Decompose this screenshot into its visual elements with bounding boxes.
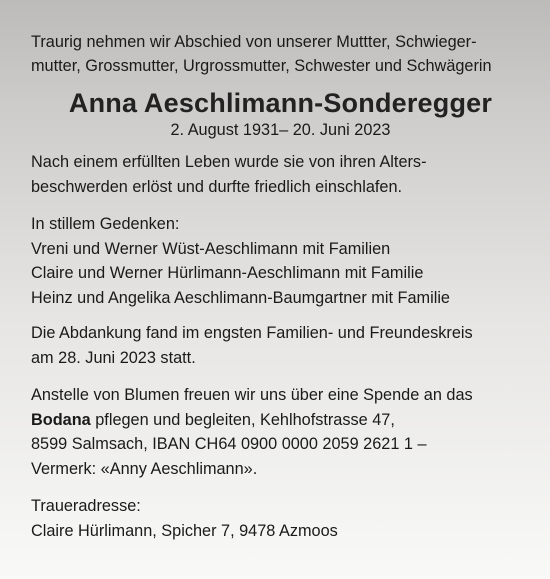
intro-text	[31, 30, 530, 78]
life-dates: 2. August 1931– 20. Juni 2023	[170, 121, 391, 139]
intro-line: Traurig nehmen wir Abschied von unserer Muttter, Schwieger-	[31, 33, 477, 51]
donation-organisation: Bodana	[31, 410, 91, 429]
address-label: Traueradresse:	[31, 497, 141, 515]
memory-heading: In stillem Gedenken:	[31, 215, 180, 233]
deceased-name: Anna Aeschlimann-Sonderegger	[68, 88, 493, 118]
mourner-line: Claire und Werner Hürlimann-Aeschlimann mit Familie	[31, 264, 424, 282]
ceremony-text	[31, 321, 530, 370]
mourning-address	[31, 494, 530, 543]
donation-line	[31, 408, 530, 433]
donation-reference-line: Vermerk: «Anny Aeschlimann».	[31, 459, 258, 478]
mourner-line: Vreni und Werner Wüst-Aeschlimann mit Familien	[31, 239, 391, 258]
farewell-text	[31, 150, 530, 199]
ceremony-line: am 28. Juni 2023 statt.	[31, 348, 196, 367]
intro-line: mutter, Grossmutter, Urgrossmutter, Schwester und Schwägerin	[31, 57, 492, 75]
mourner-line: Heinz und Angelika Aeschlimann-Baumgartner mit Familie	[31, 288, 450, 307]
donation-bank-line: 8599 Salmsach, IBAN CH64 0900 0000 2059 2621 1 –	[31, 435, 427, 453]
farewell-line: beschwerden erlöst und durfte friedlich einschlafen.	[31, 177, 403, 196]
donation-text	[31, 383, 530, 481]
farewell-line: Nach einem erfüllten Leben wurde sie von ihren Alters-	[31, 153, 427, 171]
donation-address: pflegen und begleiten, Kehlhofstrasse 47,	[90, 410, 395, 429]
address-value: Claire Hürlimann, Spicher 7, 9478 Azmoos	[31, 521, 338, 540]
donation-line: Anstelle von Blumen freuen wir uns über eine Spende an das	[31, 386, 473, 404]
ceremony-line: Die Abdankung fand im engsten Familien- und Freundeskreis	[31, 324, 473, 342]
mourners-section	[31, 212, 530, 310]
